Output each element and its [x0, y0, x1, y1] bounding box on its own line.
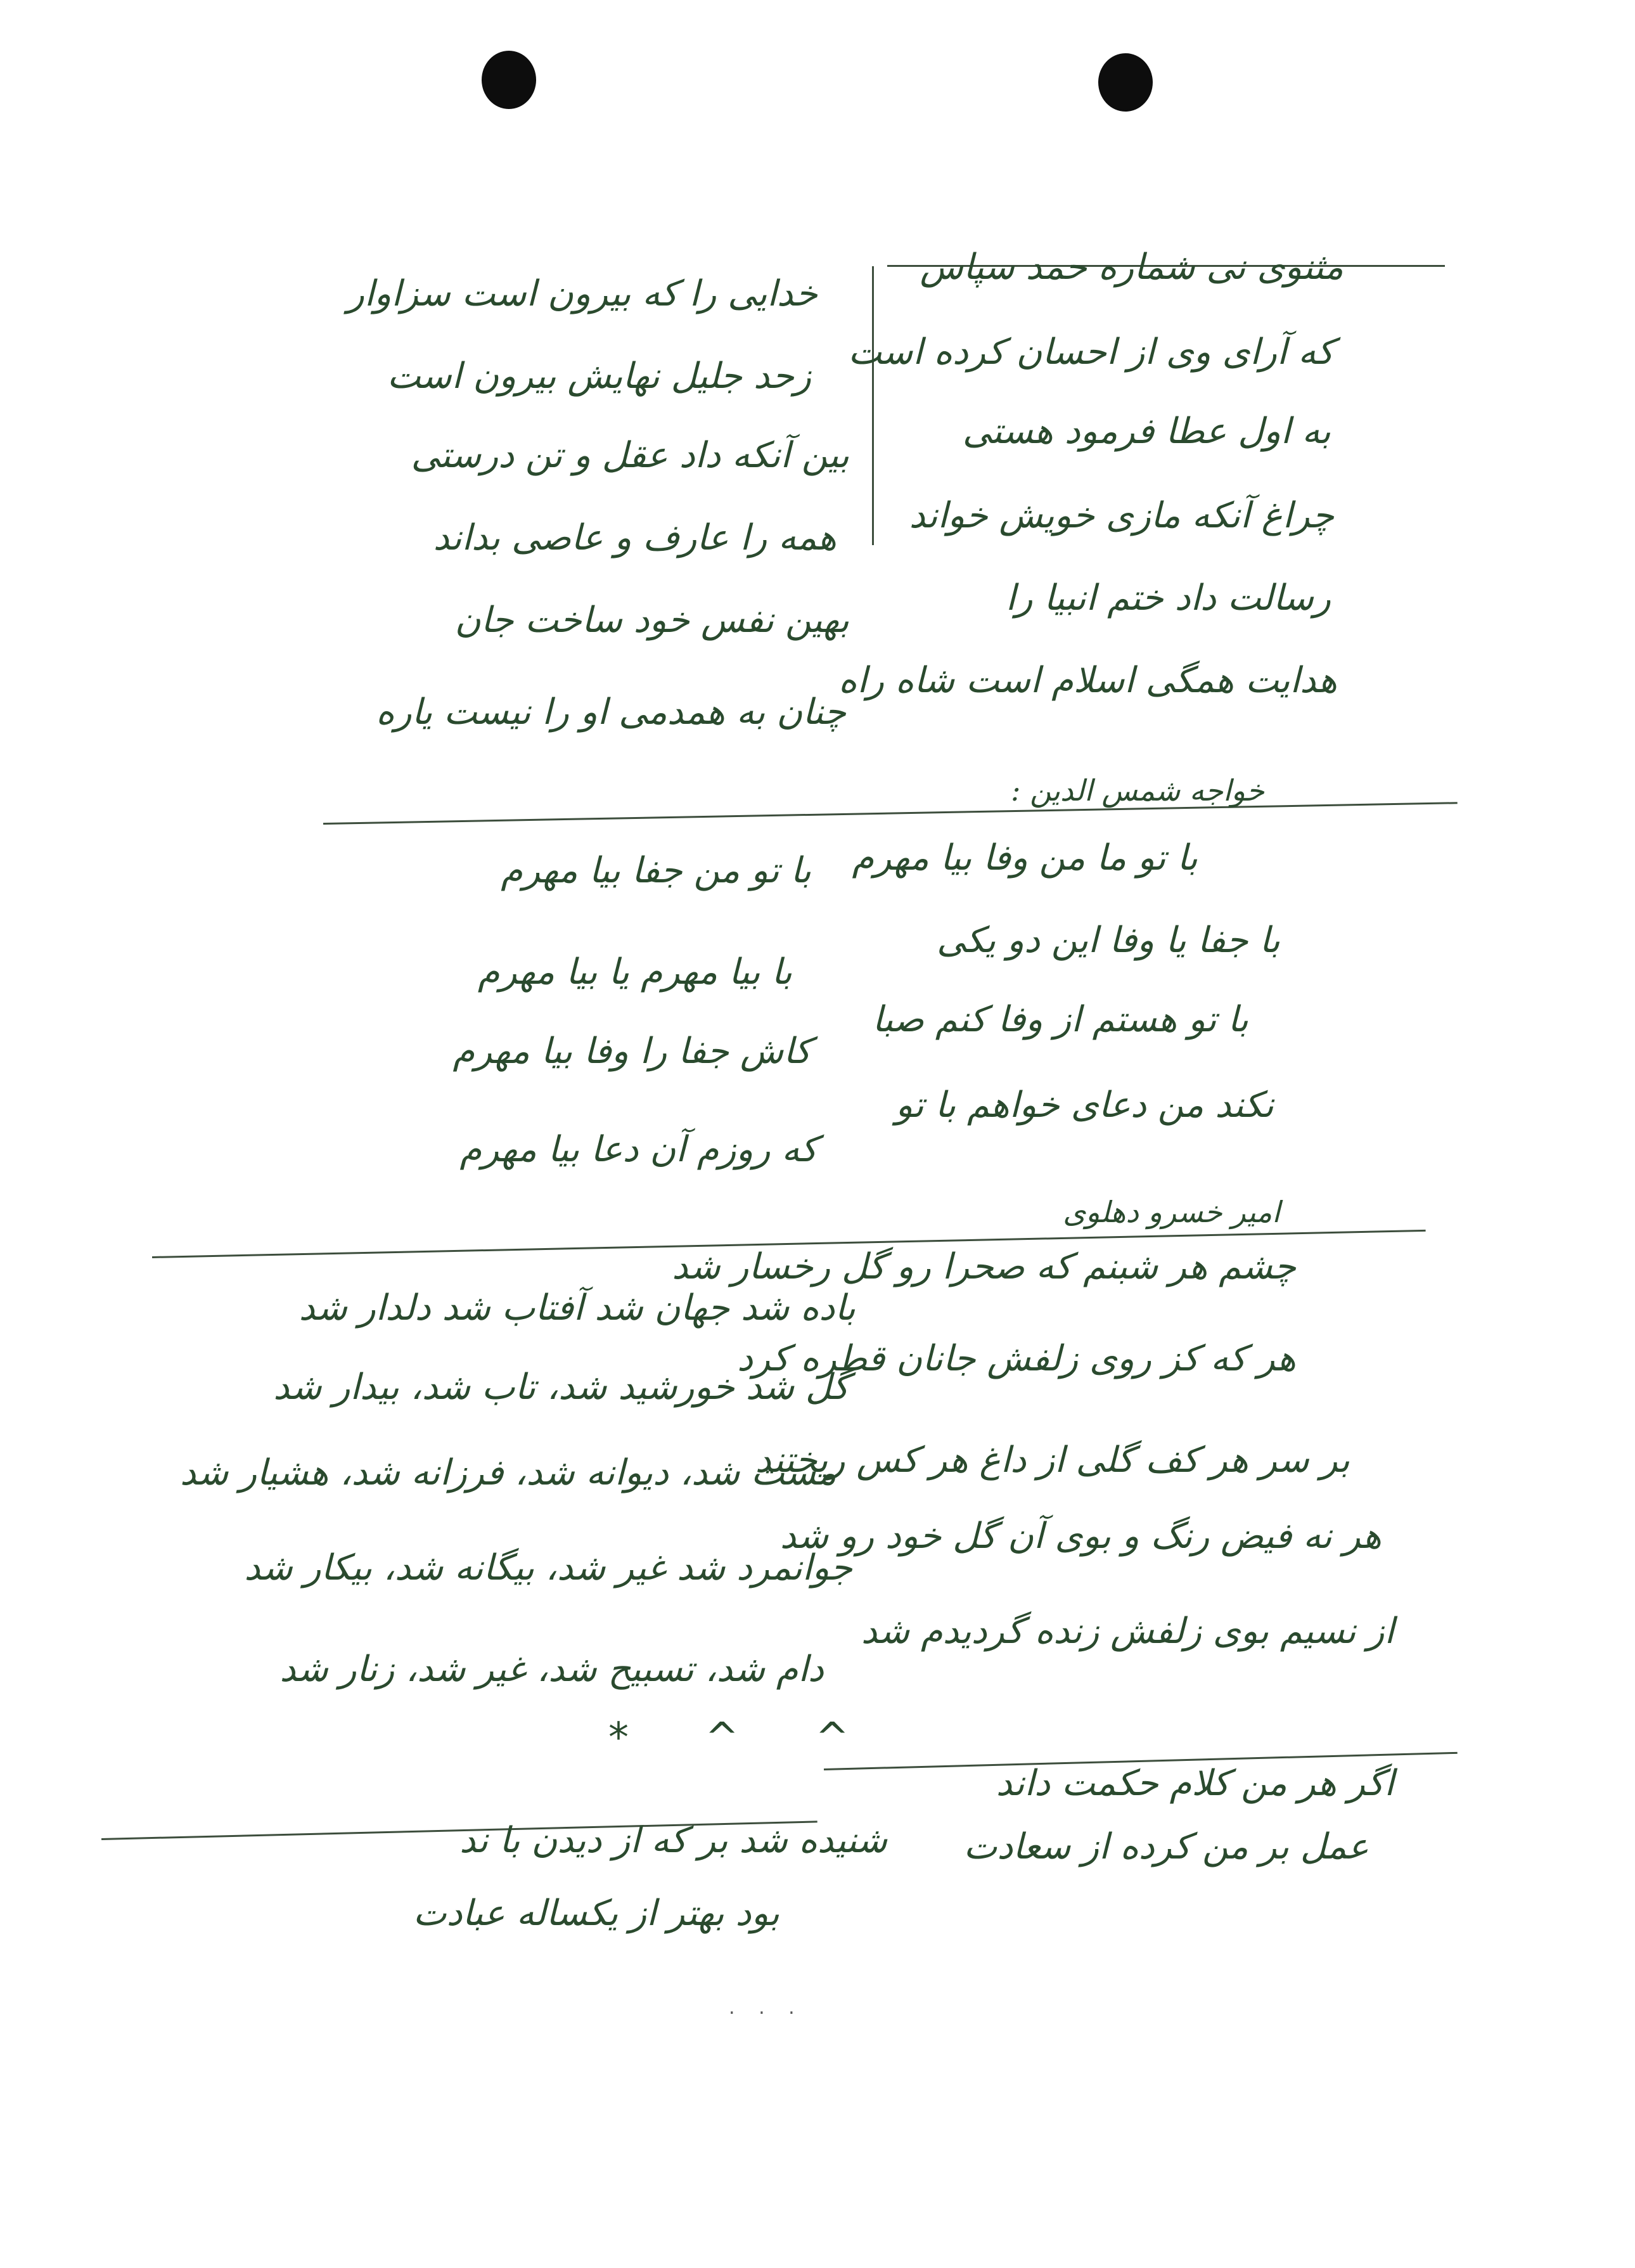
- poem-line: با تو هستم از وفا کنم صبا: [872, 999, 1248, 1040]
- poem-line: که روزم آن دعا بیا مهرم: [459, 1129, 818, 1170]
- poem-line: از نسیم بوی زلفش زنده گردیدم شد: [861, 1611, 1394, 1652]
- section-heading: امیر خسرو دهلوی: [1063, 1195, 1280, 1229]
- poem-line: گل شد خورشید شد، تاب شد، بیدار شد: [273, 1367, 849, 1408]
- poem-line: چشم هر شبنم که صحرا رو گل رخسار شد: [672, 1246, 1296, 1287]
- poem-line: مست شد، دیوانه شد، فرزانه شد، هشیار شد: [179, 1452, 837, 1493]
- poem-line: همه را عارف و عاصی بداند: [433, 517, 837, 558]
- poem-line: چراغ آنکه مازی خویش خواند: [909, 495, 1334, 536]
- poem-line: نکند من دعای خواهم با تو: [895, 1085, 1274, 1126]
- poem-line: مثنوی نی شماره حمد سپاس: [920, 247, 1343, 288]
- poem-line: عمل بر من کرده از سعادت: [963, 1826, 1369, 1867]
- poem-line: کاش جفا را وفا بیا مهرم: [452, 1031, 811, 1072]
- poem-line: هر نه فیض رنگ و بوی آن گل خود رو شد: [779, 1516, 1382, 1557]
- poem-line: خدایی را که بیرون است سزاوار: [347, 273, 818, 314]
- poem-line: هر که کز روی زلفش جانان قطره کرد: [737, 1338, 1296, 1379]
- punch-hole-left: [482, 51, 536, 109]
- poem-line: چنان به همدمی او را نیست یاره: [376, 692, 846, 733]
- poem-line: با تو ما من وفا بیا مهرم: [852, 837, 1198, 879]
- punch-hole-right: [1098, 53, 1153, 112]
- poem-line: جوانمرد شد غیر شد، بیگانه شد، بیکار شد: [244, 1547, 852, 1588]
- poem-line: اگر هر من کلام حکمت داند: [996, 1763, 1394, 1804]
- star-separator: * ^ ^: [608, 1715, 881, 1762]
- stray-marks: . . .: [729, 1997, 804, 2019]
- poem-line: بین آنکه داد عقل و تن درستی: [411, 435, 849, 476]
- poem-line: با تو من جفا بیا مهرم: [501, 850, 811, 891]
- poem-line: شنیده شد بر که از دیدن با ند: [459, 1820, 887, 1861]
- poem-line: باده شد جهان شد آفتاب شد دلدار شد: [298, 1287, 856, 1329]
- section-divider: [323, 802, 1458, 825]
- poem-line: که آرای وی از احسان کرده است: [848, 332, 1334, 373]
- poem-line: با بیا مهرم یا بیا مهرم: [477, 951, 792, 993]
- poem-line: به اول عطا فرمود هستی: [962, 411, 1331, 452]
- section-heading: خواجه شمس الدین :: [1011, 773, 1264, 808]
- poem-line: هدایت همگی اسلام است شاه راه: [838, 660, 1337, 701]
- poem-line: زحد جلیل نهایش بیرون است: [387, 356, 811, 397]
- column-divider: [872, 266, 874, 545]
- poem-line: رسالت داد ختم انبیا را: [1005, 577, 1331, 619]
- poem-line: دام شد، تسبیح شد، غیر شد، زنار شد: [279, 1649, 824, 1690]
- poem-line: بر سر هر کف گلی از داغ هر کس ریختند: [755, 1440, 1350, 1481]
- poem-line: با جفا یا وفا این دو یکی: [937, 920, 1280, 961]
- poem-line: بود بهتر از یکساله عبادت: [413, 1893, 779, 1934]
- poem-line: بهین نفس خود ساخت جان: [454, 600, 849, 641]
